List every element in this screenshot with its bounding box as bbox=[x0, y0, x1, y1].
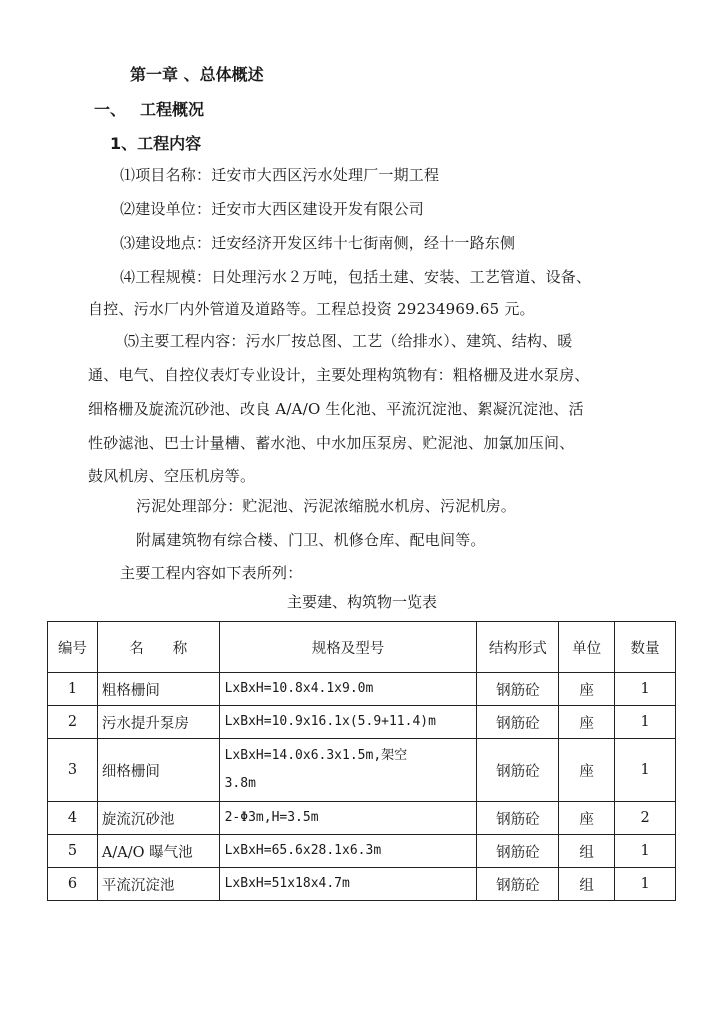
cell-structure: 钢筋砼 bbox=[477, 739, 559, 802]
cell-spec: LxBxH=10.8x4.1x9.0m bbox=[219, 673, 477, 706]
cell-name: A/A/O 曝气池 bbox=[97, 835, 219, 868]
cell-unit: 组 bbox=[559, 835, 615, 868]
header-spec: 规格及型号 bbox=[219, 622, 477, 673]
section-heading bbox=[94, 97, 204, 120]
chapter-heading: 第一章 、总体概述 bbox=[130, 65, 264, 84]
cell-name: 粗格栅间 bbox=[97, 673, 219, 706]
cell-qty: 2 bbox=[615, 802, 676, 835]
header-unit: 单位 bbox=[559, 622, 615, 673]
table-row bbox=[48, 802, 676, 835]
structures-table bbox=[47, 621, 676, 901]
cell-structure: 钢筋砼 bbox=[477, 835, 559, 868]
cell-spec: LxBxH=65.6x28.1x6.3m bbox=[219, 835, 477, 868]
paragraph-content-line2: 通、电气、自控仪表灯专业设计，主要处理构筑物有：粗格栅及进水泵房、 bbox=[88, 366, 590, 384]
cell-spec-line2: 3.8m bbox=[224, 776, 256, 791]
cell-no: 2 bbox=[48, 706, 98, 739]
cell-qty: 1 bbox=[615, 868, 676, 901]
cell-no: 5 bbox=[48, 835, 98, 868]
paragraph-content-line5: 鼓风机房、空压机房等。 bbox=[88, 467, 256, 485]
table-caption: 主要建、构筑物一览表 bbox=[286, 593, 437, 611]
paragraph-table-intro: 主要工程内容如下表所列： bbox=[120, 564, 303, 582]
cell-spec: 2-Φ3m,H=3.5m bbox=[219, 802, 477, 835]
cell-structure: 钢筋砼 bbox=[477, 802, 559, 835]
cell-no: 1 bbox=[48, 673, 98, 706]
cell-spec-line1: LxBxH=14.0x6.3x1.5m,架空 bbox=[224, 748, 408, 763]
table-row bbox=[48, 835, 676, 868]
cell-structure: 钢筋砼 bbox=[477, 673, 559, 706]
paragraph-content-line3: 细格栅及旋流沉砂池、改良 A/A/O 生化池、平流沉淀池、絮凝沉淀池、活 bbox=[88, 400, 584, 418]
header-qty: 数量 bbox=[615, 622, 676, 673]
paragraph-ancillary: 附属建筑物有综合楼、门卫、机修仓库、配电间等。 bbox=[136, 531, 486, 549]
paragraph-content-line1: ⑸主要工程内容：污水厂按总图、工艺（给排水）、建筑、结构、暖 bbox=[124, 332, 573, 350]
cell-qty: 1 bbox=[615, 673, 676, 706]
header-structure: 结构形式 bbox=[477, 622, 559, 673]
table-row bbox=[48, 739, 676, 802]
cell-structure: 钢筋砼 bbox=[477, 706, 559, 739]
cell-spec bbox=[219, 739, 477, 802]
cell-spec: LxBxH=51x18x4.7m bbox=[219, 868, 477, 901]
cell-no: 4 bbox=[48, 802, 98, 835]
cell-name: 细格栅间 bbox=[97, 739, 219, 802]
paragraph-content-line4: 性砂滤池、巴士计量槽、蓄水池、中水加压泵房、贮泥池、加氯加压间、 bbox=[88, 434, 575, 452]
cell-name: 旋流沉砂池 bbox=[97, 802, 219, 835]
paragraph-scale-line1: ⑷工程规模：日处理污水２万吨，包括土建、安装、工艺管道、设备、 bbox=[120, 268, 592, 286]
table-row bbox=[48, 868, 676, 901]
subsection-heading: 1、工程内容 bbox=[110, 134, 202, 153]
paragraph-sludge: 污泥处理部分：贮泥池、污泥浓缩脱水机房、污泥机房。 bbox=[136, 497, 517, 515]
section-number: 一、 bbox=[94, 100, 127, 119]
cell-unit: 座 bbox=[559, 739, 615, 802]
cell-unit: 座 bbox=[559, 673, 615, 706]
cell-unit: 组 bbox=[559, 868, 615, 901]
paragraph-construction-unit: ⑵建设单位：迁安市大西区建设开发有限公司 bbox=[120, 200, 425, 218]
cell-unit: 座 bbox=[559, 802, 615, 835]
header-no: 编号 bbox=[48, 622, 98, 673]
cell-name: 污水提升泵房 bbox=[97, 706, 219, 739]
cell-name: 平流沉淀池 bbox=[97, 868, 219, 901]
table-row bbox=[48, 673, 676, 706]
cell-qty: 1 bbox=[615, 706, 676, 739]
cell-no: 3 bbox=[48, 739, 98, 802]
cell-structure: 钢筋砼 bbox=[477, 868, 559, 901]
paragraph-construction-site: ⑶建设地点：迁安经济开发区纬十七街南侧，经十一路东侧 bbox=[120, 234, 516, 252]
section-title: 工程概况 bbox=[140, 100, 205, 119]
cell-qty: 1 bbox=[615, 739, 676, 802]
cell-spec: LxBxH=10.9x16.1x(5.9+11.4)m bbox=[219, 706, 477, 739]
table-header-row bbox=[48, 622, 676, 673]
cell-no: 6 bbox=[48, 868, 98, 901]
table-row bbox=[48, 706, 676, 739]
paragraph-project-name: ⑴项目名称：迁安市大西区污水处理厂一期工程 bbox=[120, 166, 440, 184]
cell-qty: 1 bbox=[615, 835, 676, 868]
cell-unit: 座 bbox=[559, 706, 615, 739]
header-name: 名 称 bbox=[97, 622, 219, 673]
paragraph-scale-line2: 自控、污水厂内外管道及道路等。工程总投资 29234969.65 元。 bbox=[88, 300, 535, 318]
